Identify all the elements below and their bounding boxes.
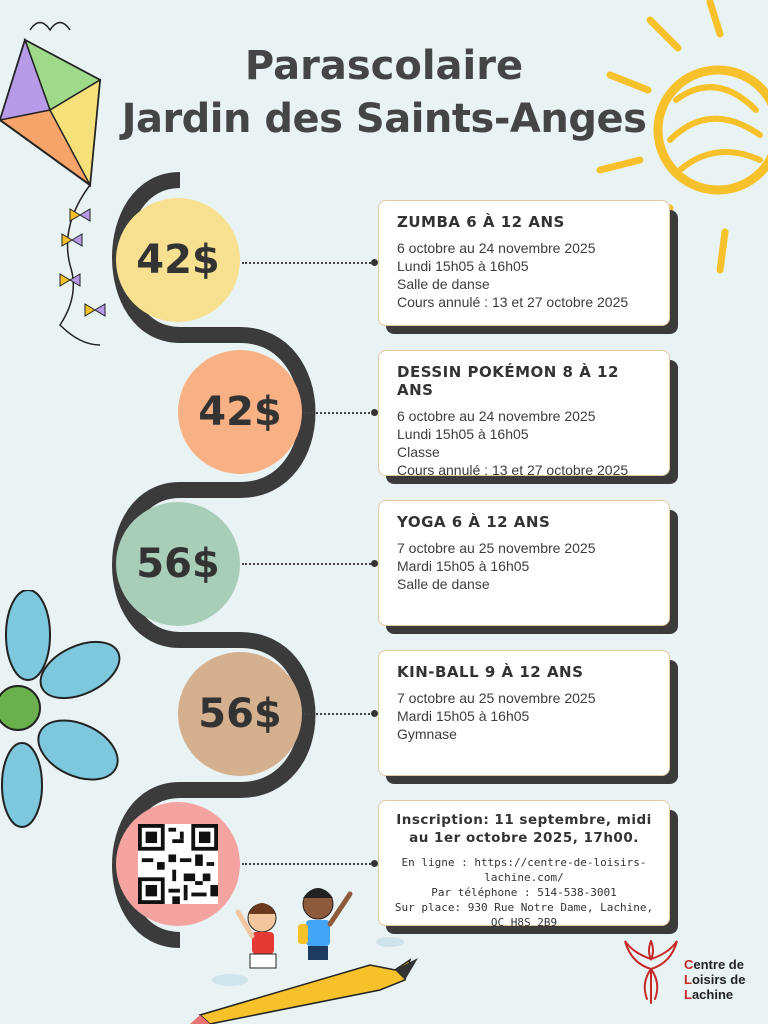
activity-schedule: Mardi 15h05 à 16h05 [397, 558, 530, 574]
activity-cancellation: Cours annulé : 13 et 27 octobre 2025 [397, 294, 629, 310]
connector-dessin [304, 412, 374, 414]
activity-card-zumba [378, 200, 670, 326]
price-circle-kinball [178, 652, 302, 776]
price-circle-yoga [116, 502, 240, 626]
activity-card-yoga [378, 500, 670, 626]
connector-zumba [242, 262, 374, 264]
connector-dot [371, 409, 378, 416]
title-line-1: Parascolaire [244, 43, 524, 89]
logo-line-1: Centre de [684, 957, 744, 972]
connector-dot [371, 259, 378, 266]
registration-phone: Par téléphone : 514-538-3001 [431, 886, 617, 899]
activity-location: Classe [397, 444, 440, 460]
activity-cancellation: Cours annulé : 13 et 27 octobre 2025 [397, 462, 629, 478]
activity-dates: 7 octobre au 25 novembre 2025 [397, 540, 596, 556]
activity-schedule: Lundi 15h05 à 16h05 [397, 426, 529, 442]
title-line-2: Jardin des Saints-Anges [121, 96, 647, 142]
registration-title [387, 811, 661, 847]
connector-yoga [242, 563, 374, 565]
connector-kinball [304, 713, 374, 715]
registration-title-line-2: au 1er octobre 2025, 17h00. [409, 830, 639, 846]
kids-on-pencil-icon [190, 880, 430, 1024]
organization-logo-text [684, 957, 745, 1002]
activity-card-dessin [378, 350, 670, 476]
activity-schedule: Mardi 15h05 à 16h05 [397, 708, 530, 724]
registration-online-link[interactable]: En ligne : https://centre-de-loisirs- [401, 856, 647, 869]
activity-title: KIN-BALL 9 À 12 ANS [397, 663, 584, 681]
activity-location: Gymnase [397, 726, 457, 742]
activity-location: Salle de danse [397, 576, 490, 592]
registration-address: Sur place: 930 Rue Notre Dame, Lachine, [394, 901, 654, 914]
phoenix-logo-icon [622, 935, 680, 1007]
activity-location: Salle de danse [397, 276, 490, 292]
activity-title: YOGA 6 À 12 ANS [397, 513, 551, 531]
activity-title: ZUMBA 6 À 12 ANS [397, 213, 565, 231]
connector-dot [371, 710, 378, 717]
price-yoga: 56$ [136, 541, 220, 587]
price-zumba: 42$ [136, 237, 220, 283]
price-circle-zumba [116, 198, 240, 322]
registration-address-cont: QC H8S 2B9 [490, 916, 558, 929]
activity-dates: 6 octobre au 24 novembre 2025 [397, 240, 596, 256]
logo-line-3: Lachine [684, 987, 734, 1002]
price-dessin: 42$ [198, 389, 282, 435]
registration-title-line-1: Inscription: 11 septembre, midi [396, 812, 652, 828]
activity-dates: 7 octobre au 25 novembre 2025 [397, 690, 596, 706]
price-circle-dessin [178, 350, 302, 474]
activity-schedule: Lundi 15h05 à 16h05 [397, 258, 529, 274]
activity-title: DESSIN POKÉMON 8 À 12 ANS [397, 363, 619, 399]
connector-dot [371, 560, 378, 567]
activity-card-kinball [378, 650, 670, 776]
price-kinball: 56$ [198, 691, 282, 737]
activity-dates: 6 octobre au 24 novembre 2025 [397, 408, 596, 424]
connector-dot [371, 860, 378, 867]
logo-line-2: Loisirs de [684, 972, 746, 987]
registration-online-link-cont[interactable]: lachine.com/ [484, 871, 564, 884]
connector-registration [242, 863, 374, 865]
